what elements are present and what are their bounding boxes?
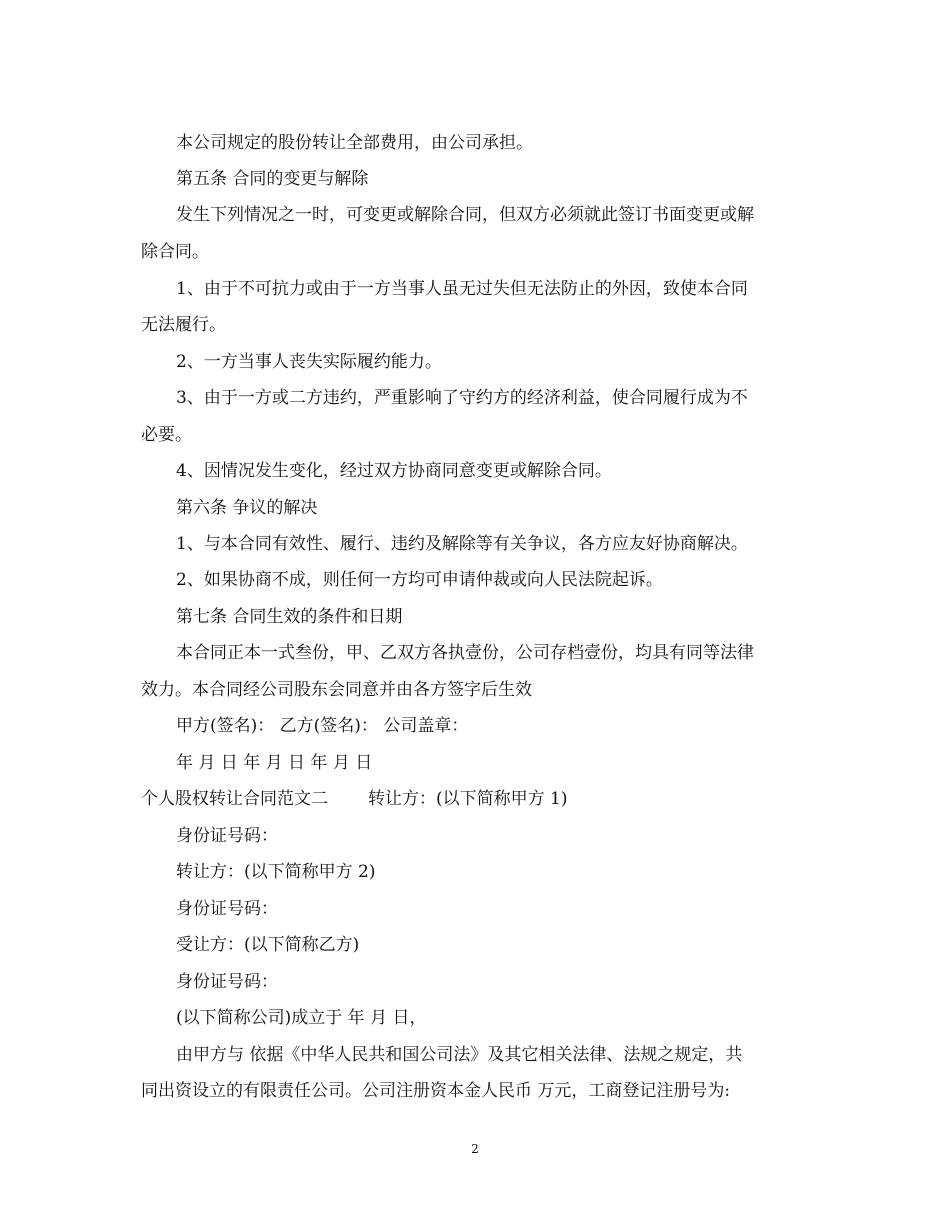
section-heading: 第六条 争议的解决 (176, 498, 318, 518)
paragraph-line: (以下简称公司)成立于 年 月 日， (176, 1008, 427, 1028)
paragraph-line: 除合同。 (141, 242, 209, 262)
party-line: 转让方：(以下简称甲方 2) (176, 862, 376, 882)
document-title: 个人股权转让合同范文二 (141, 789, 328, 809)
paragraph-line: 本合同正本一式叁份，甲、乙双方各执壹份，公司存档壹份，均具有同等法律 (176, 643, 754, 663)
section-heading: 第七条 合同生效的条件和日期 (176, 607, 403, 627)
field-line: 身份证号码： (176, 972, 278, 992)
date-line: 年 月 日 年 月 日 年 月 日 (176, 753, 373, 773)
field-line: 身份证号码： (176, 899, 278, 919)
page-number: 2 (471, 1142, 479, 1156)
paragraph-line: 必要。 (141, 425, 192, 445)
list-item: 2、一方当事人丧失实际履约能力。 (176, 352, 442, 372)
list-item: 1、与本合同有效性、履行、违约及解除等有关争议，各方应友好协商解决。 (176, 534, 748, 554)
signature-line: 甲方(签名)： 乙方(签名)： 公司盖章： (176, 716, 469, 736)
list-item: 2、如果协商不成，则任何一方均可申请仲裁或向人民法院起诉。 (176, 570, 663, 590)
paragraph-line: 由甲方与 依据《中华人民共和国公司法》及其它相关法律、法规之规定，共 (176, 1045, 743, 1065)
paragraph-line: 无法履行。 (141, 315, 226, 335)
party-line: 受让方：(以下简称乙方) (176, 935, 360, 955)
paragraph-line: 发生下列情况之一时，可变更或解除合同，但双方必须就此签订书面变更或解 (176, 205, 754, 225)
list-item: 1、由于不可抗力或由于一方当事人虽无过失但无法防止的外因，致使本合同 (176, 279, 748, 299)
list-item: 4、因情况发生变化，经过双方协商同意变更或解除合同。 (176, 461, 612, 481)
list-item: 3、由于一方或二方违约，严重影响了守约方的经济利益，使合同履行成为不 (176, 388, 748, 408)
paragraph-line: 效力。本合同经公司股东会同意并由各方签字后生效 (141, 680, 532, 700)
field-line: 身份证号码： (176, 826, 278, 846)
party-line: 转让方：(以下简称甲方 1) (368, 789, 568, 809)
heading-row (141, 788, 567, 810)
paragraph-line: 本公司规定的股份转让全部费用，由公司承担。 (176, 133, 533, 153)
section-heading: 第五条 合同的变更与解除 (176, 169, 369, 189)
paragraph-line: 同出资设立的有限责任公司。公司注册资本金人民币 万元，工商登记注册号为: (141, 1081, 731, 1101)
